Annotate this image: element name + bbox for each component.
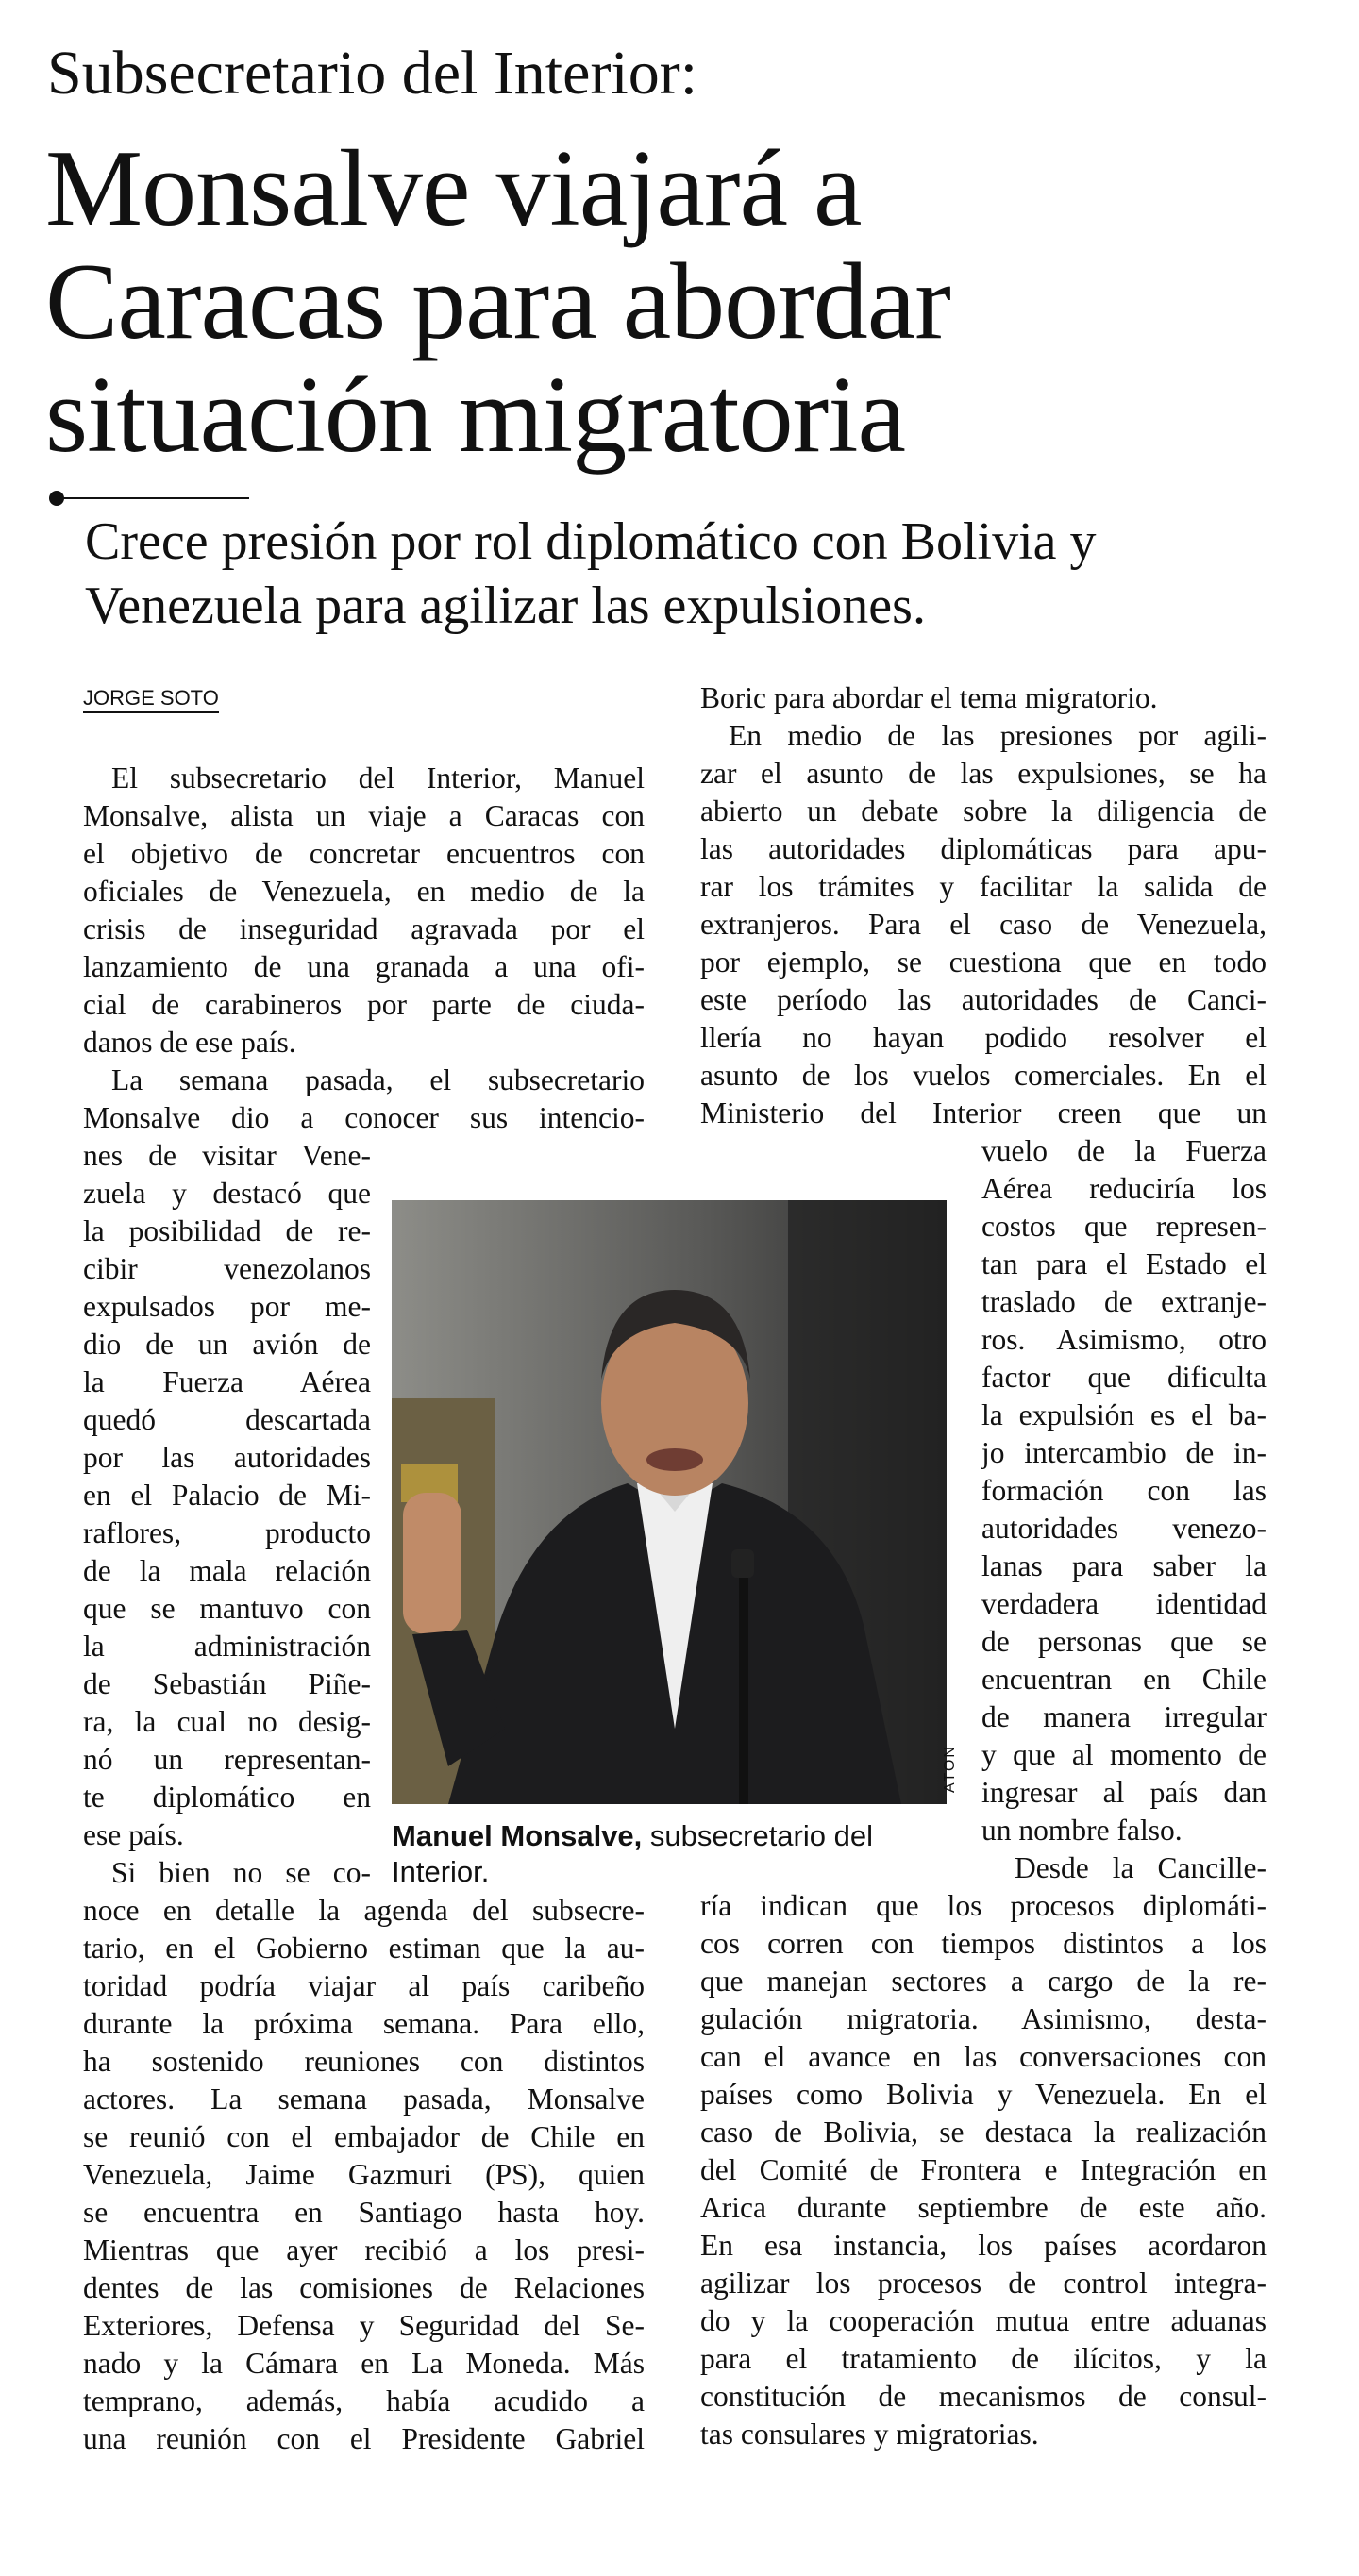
body-line: Monsalve, alista un viaje a Caracas con (83, 799, 645, 832)
body-line: la posibilidad de re- (83, 1214, 371, 1247)
body-line: cibir venezolanos (83, 1252, 371, 1285)
body-line: para el tratamiento de ilícitos, y la (700, 2342, 1267, 2375)
body-line: este período las autoridades de Canci- (700, 983, 1267, 1016)
body-line: ros. Asimismo, otro (982, 1323, 1267, 1356)
body-line: la Fuerza Aérea (83, 1365, 371, 1398)
body-line: verdadera identidad (982, 1587, 1267, 1620)
body-line: gulación migratoria. Asimismo, desta- (700, 2002, 1267, 2035)
body-line: encuentran en Chile (982, 1663, 1267, 1696)
body-line: el objetivo de concretar encuentros con (83, 837, 645, 870)
body-line: La semana pasada, el subsecretario (111, 1063, 645, 1096)
body-line: Aérea reduciría los (982, 1172, 1267, 1205)
body-line: del Comité de Frontera e Integración en (700, 2153, 1267, 2186)
body-line: tario, en el Gobierno estiman que la au- (83, 1932, 645, 1965)
body-line: lanzamiento de una granada a una ofi- (83, 950, 645, 983)
body-line: zar el asunto de las expulsiones, se ha (700, 757, 1267, 790)
kicker: Subsecretario del Interior: (47, 39, 698, 108)
body-line: cos corren con tiempos distintos a los (700, 1927, 1267, 1960)
body-line: nes de visitar Vene- (83, 1139, 371, 1172)
caption-name: Manuel Monsalve, (392, 1819, 643, 1852)
body-line: jo intercambio de in- (982, 1436, 1267, 1469)
body-line: ra, la cual no desig- (83, 1705, 371, 1738)
body-line: expulsados por me- (83, 1290, 371, 1323)
body-line: factor que dificulta (982, 1361, 1267, 1394)
deck-rule (49, 488, 249, 509)
byline: JORGE SOTO (83, 686, 219, 713)
body-line: can el avance en las conversaciones con (700, 2040, 1267, 2073)
body-line: caso de Bolivia, se destaca la realización (700, 2116, 1267, 2149)
body-line: que se mantuvo con (83, 1592, 371, 1625)
body-line: las autoridades diplomáticas para apu- (700, 832, 1267, 865)
body-line: quedó descartada (83, 1403, 371, 1436)
body-line: tan para el Estado el (982, 1247, 1267, 1280)
body-line: toridad podría viajar al país caribeño (83, 1969, 645, 2002)
body-line: rar los trámites y facilitar la salida de (700, 870, 1267, 903)
body-line: y que al momento de (982, 1738, 1267, 1771)
body-line: la expulsión es el ba- (982, 1398, 1267, 1431)
body-line: dentes de las comisiones de Relaciones (83, 2271, 645, 2304)
body-line: asunto de los vuelos comerciales. En el (700, 1059, 1267, 1092)
body-line: Mientras que ayer recibió a los presi- (83, 2233, 645, 2267)
body-line: en el Palacio de Mi- (83, 1479, 371, 1512)
body-line: formación con las (982, 1474, 1267, 1507)
body-line: llería no hayan podido resolver el (700, 1021, 1267, 1054)
body-line: ha sostenido reuniones con distintos (83, 2045, 645, 2078)
body-line: de la mala relación (83, 1554, 371, 1587)
body-line: Exteriores, Defensa y Seguridad del Se- (83, 2309, 645, 2342)
photo-credit: ATON (942, 1745, 958, 1793)
body-line: zuela y destacó que (83, 1177, 371, 1210)
body-line: actores. La semana pasada, Monsalve (83, 2083, 645, 2116)
body-line: agilizar los procesos de control integra- (700, 2267, 1267, 2300)
body-line: cial de carabineros por parte de ciuda- (83, 988, 645, 1021)
body-line: Desde la Cancille- (1015, 1851, 1267, 1884)
body-line: En esa instancia, los países acordaron (700, 2229, 1267, 2262)
body-line: ría indican que los procesos diplomáti- (700, 1889, 1267, 1922)
body-line: se reunió con el embajador de Chile en (83, 2120, 645, 2153)
body-line: países como Bolivia y Venezuela. En el (700, 2078, 1267, 2111)
body-line: nó un representan- (83, 1743, 371, 1776)
body-line: autoridades venezo- (982, 1512, 1267, 1545)
body-line: un nombre falso. (982, 1814, 1183, 1847)
body-line: Ministerio del Interior creen que un (700, 1096, 1267, 1129)
body-line: de Sebastián Piñe- (83, 1667, 371, 1700)
body-line: crisis de inseguridad agravada por el (83, 912, 645, 945)
body-line: En medio de las presiones por agili- (729, 719, 1267, 752)
photo-caption (392, 1818, 958, 1890)
body-line: de personas que se (982, 1625, 1267, 1658)
body-line: la administración (83, 1630, 371, 1663)
body-line: nado y la Cámara en La Moneda. Más (83, 2347, 645, 2380)
body-line: ingresar al país dan (982, 1776, 1267, 1809)
body-line: Arica durante septiembre de este año. (700, 2191, 1267, 2224)
body-line: tas consulares y migratorias. (700, 2417, 1039, 2451)
body-line: Venezuela, Jaime Gazmuri (PS), quien (83, 2158, 645, 2191)
body-line: una reunión con el Presidente Gabriel (83, 2422, 645, 2455)
body-line: lanas para saber la (982, 1549, 1267, 1582)
body-line: abierto un debate sobre la diligencia de (700, 795, 1267, 828)
body-line: que manejan sectores a cargo de la re- (700, 1965, 1267, 1998)
caption-text: subsecretario del Interior. (392, 1819, 873, 1888)
body-line: de manera irregular (982, 1700, 1267, 1733)
body-line: Monsalve dio a conocer sus intencio- (83, 1101, 645, 1134)
body-line: se encuentra en Santiago hasta hoy. (83, 2196, 645, 2229)
body-line: por las autoridades (83, 1441, 371, 1474)
photo-manuel-monsalve (392, 1200, 947, 1804)
body-line: do y la cooperación mutua entre aduanas (700, 2304, 1267, 2337)
body-line: Si bien no se co- (111, 1856, 371, 1889)
body-line: extranjeros. Para el caso de Venezuela, (700, 908, 1267, 941)
body-line: por ejemplo, se cuestiona que en todo (700, 945, 1267, 979)
body-line: traslado de extranje- (982, 1285, 1267, 1318)
body-line: durante la próxima semana. Para ello, (83, 2007, 645, 2040)
body-line: oficiales de Venezuela, en medio de la (83, 875, 645, 908)
headline: Monsalve viajará a Caracas para abordar situación migratoria (45, 128, 950, 476)
body-line: raflores, producto (83, 1516, 371, 1549)
body-line: dio de un avión de (83, 1328, 371, 1361)
body-line: ese país. (83, 1818, 184, 1851)
body-line: noce en detalle la agenda del subsecre- (83, 1894, 645, 1927)
body-line: costos que represen- (982, 1210, 1267, 1243)
body-line: temprano, además, había acudido a (83, 2384, 645, 2417)
body-line: danos de ese país. (83, 1026, 296, 1059)
body-line: te diplomático en (83, 1781, 371, 1814)
deck: Crece presión por rol diplomático con Bolivia y Venezuela para agilizar las expulsiones. (85, 512, 1097, 635)
body-line: Boric para abordar el tema migratorio. (700, 681, 1158, 714)
body-line: vuelo de la Fuerza (982, 1134, 1267, 1167)
body-line: constitución de mecanismos de consul- (700, 2380, 1267, 2413)
body-line: El subsecretario del Interior, Manuel (111, 761, 645, 795)
